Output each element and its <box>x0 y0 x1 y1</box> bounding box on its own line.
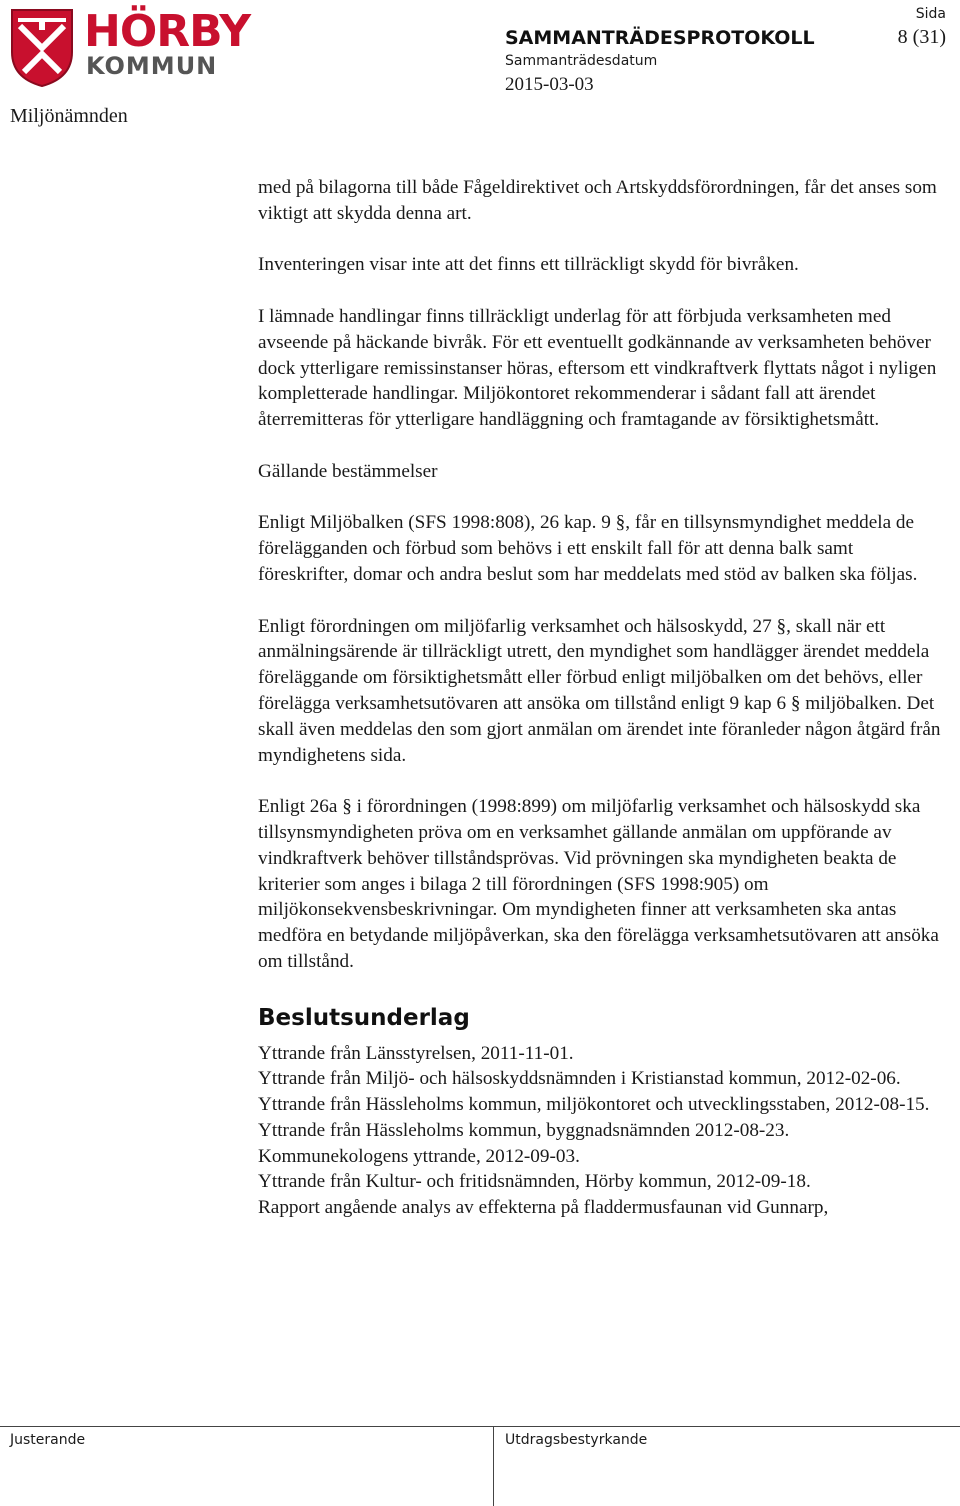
section-heading: Beslutsunderlag <box>258 1004 470 1031</box>
coat-of-arms-icon <box>10 8 74 88</box>
footer-initials-label: Justerande <box>10 1432 86 1448</box>
subheading-regulations: Gällande bestämmelser <box>258 460 438 482</box>
footer-column-divider <box>493 1426 494 1506</box>
list-item: Yttrande från Kultur- och fritidsnämnden, Hörby kommun, 2012-09-18. <box>258 1171 811 1193</box>
list-item: Yttrande från Hässleholms kommun, byggnadsnämnden 2012-08-23. <box>258 1119 790 1141</box>
municipality-logo <box>10 6 251 90</box>
page-label: Sida <box>915 6 946 22</box>
footer-divider <box>0 1426 960 1427</box>
logo-text-horby: HÖRBY <box>84 6 251 57</box>
document-body <box>258 175 948 1221</box>
meeting-date: 2015-03-03 <box>505 74 594 95</box>
protocol-title: SAMMANTRÄDESPROTOKOLL <box>505 27 815 49</box>
decision-basis-list <box>258 1041 948 1222</box>
list-item: Rapport angående analys av effekterna på fladdermusfaunan vid Gunnarp, <box>258 1197 829 1219</box>
footer-certification-label: Utdragsbestyrkande <box>505 1432 648 1448</box>
list-item: Yttrande från Länsstyrelsen, 2011-11-01. <box>258 1042 574 1064</box>
paragraph-6: Enligt förordningen om miljöfarlig verksamhet och hälsoskydd, 27 §, skall när ett anmälningsärende är tillräckligt utrett, den myndighet som handlägger ärendet meddela föreläggande om försiktighetsmått eller förbud enligt miljöbalken om det behövs, eller förelägga verksamhetsutövaren att ansöka om tillstånd enligt 9 kap 6 § miljöbalken. Det skall även meddelas den som gjort anmälan om ärendet inte föranleder någon åtgärd från myndighetens sida. <box>258 615 941 766</box>
meeting-date-label: Sammanträdesdatum <box>505 53 658 69</box>
paragraph-2: Inventeringen visar inte att det finns ett tillräckligt skydd för bivråken. <box>258 254 799 276</box>
department-name: Miljönämnden <box>10 105 128 127</box>
paragraph-5: Enligt Miljöbalken (SFS 1998:808), 26 kap. 9 §, får en tillsynsmyndighet meddela de förelägganden och förbud som behövs i ett enskilt fall för att denna balk samt föreskrifter, domar och andra beslut som har meddelats med stöd av balken ska följas. <box>258 512 918 585</box>
list-item: Yttrande från Miljö- och hälsoskyddsnämnden i Kristianstad kommun, 2012-02-06. <box>258 1068 901 1090</box>
paragraph-1: med på bilagorna till både Fågeldirektivet och Artskyddsförordningen, får det anses som viktigt att skydda denna art. <box>258 177 937 224</box>
paragraph-7: Enligt 26a § i förordningen (1998:899) om miljöfarlig verksamhet och hälsoskydd ska tillsynsmyndigheten pröva om en verksamhet gällande anmälan om uppförande av vindkraftverk behöver tillståndsprövas. Vid prövningen ska myndigheten beakta de kriterier som anges i bilaga 2 till förordningen (SFS 1998:905) om miljökonsekvensbeskrivningar. Om myndigheten finner att verksamheten ska antas medföra en betydande miljöpåverkan, ska den förelägga verksamhetsutövaren att ansöka om tillstånd. <box>258 796 939 972</box>
page-number: 8 (31) <box>897 26 946 48</box>
paragraph-3: I lämnade handlingar finns tillräckligt underlag för att förbjuda verksamheten med avseende på häckande bivråk. För ett eventuellt godkännande av verksamheten behöver dock ytterligare remissinstanser höras, eftersom ett vindkraftverk flyttats något i nyligen kompletterade handlingar. Miljökontoret rekommenderar i sådant fall att ärendet återremitteras för ytterligare handläggning och framtagande av försiktighetsmått. <box>258 305 937 431</box>
list-item: Kommunekologens yttrande, 2012-09-03. <box>258 1145 580 1167</box>
list-item: Yttrande från Hässleholms kommun, miljökontoret och utvecklingsstaben, 2012-08-15. <box>258 1094 930 1116</box>
logo-text-kommun: KOMMUN <box>86 52 218 80</box>
